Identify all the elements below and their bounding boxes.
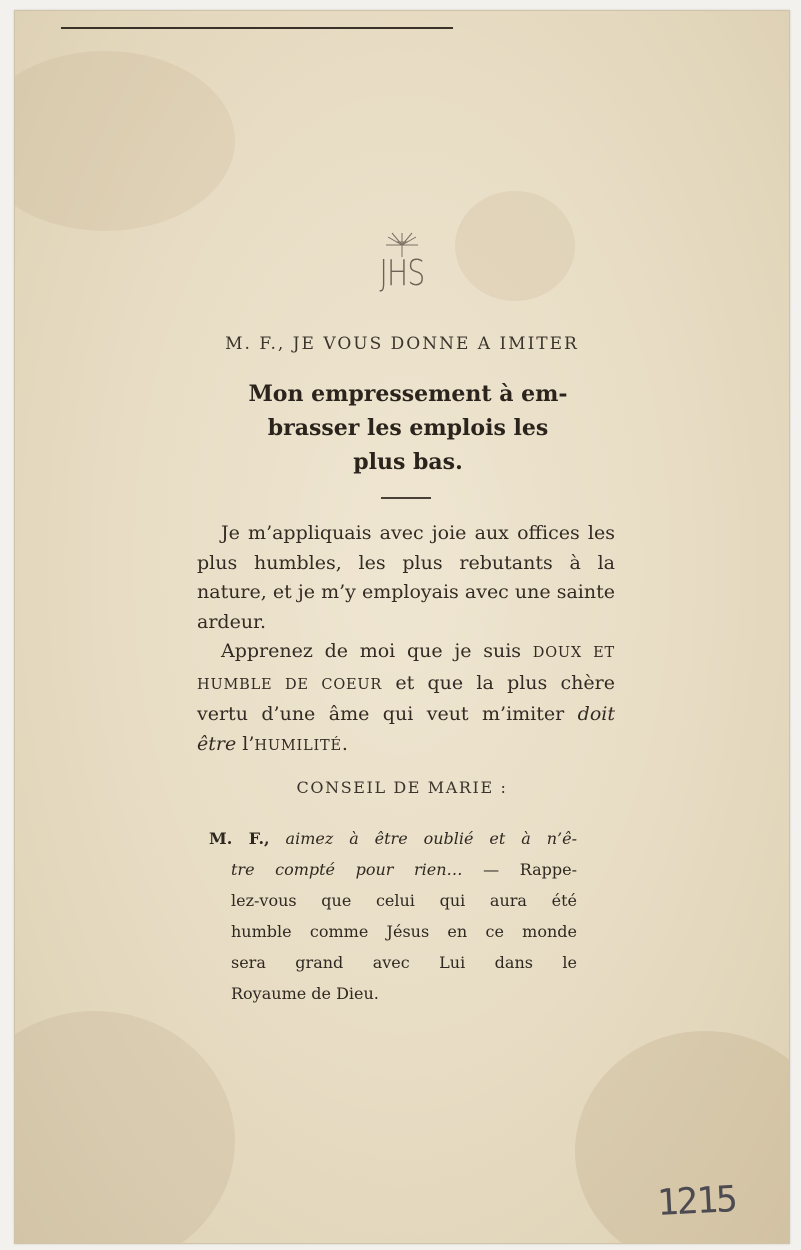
card-heading: M. F., JE VOUS DONNE A IMITER <box>225 334 579 354</box>
paragraph-2 <box>197 637 615 761</box>
text-run: Apprenez de moi que je suis <box>221 640 522 662</box>
paper-stain <box>14 51 235 231</box>
devotional-card <box>14 10 790 1244</box>
card-title <box>193 377 623 479</box>
text-run: — Rappe- <box>462 860 578 879</box>
bold-run: M. F., <box>209 829 270 848</box>
small-caps-run: HUMILITÉ <box>254 737 342 754</box>
counsel-line: Royaume de Dieu. <box>231 984 379 1003</box>
counsel-line <box>209 823 577 854</box>
counsel-text <box>209 823 578 1009</box>
italic-run: tre compté pour rien… <box>231 860 463 879</box>
title-line: Mon empressement à em- <box>248 381 568 407</box>
top-rule <box>61 27 453 29</box>
archive-number: 1215 <box>655 1178 737 1225</box>
divider <box>381 497 431 499</box>
ihs-monogram <box>15 231 789 294</box>
italic-run: aimez à être oublié et à n’ê- <box>285 829 577 848</box>
conseil-heading: CONSEIL DE MARIE : <box>296 778 508 797</box>
counsel-line <box>231 854 577 885</box>
title-line: plus bas. <box>353 449 463 475</box>
text-run: . <box>341 732 348 755</box>
title-line: brasser les emplois les <box>267 415 549 441</box>
counsel-line: humble comme Jésus en ce monde <box>231 922 577 941</box>
text-run: l’ <box>242 732 255 755</box>
body-text <box>197 519 615 761</box>
counsel-line: lez-vous que celui qui aura été <box>231 891 577 910</box>
paragraph-1: Je m’appliquais avec joie aux offices les plus humbles, les plus rebutants à la nature, et je m’y employais avec une sainte ardeur. <box>197 522 615 633</box>
italic-run: doit être <box>197 703 615 755</box>
paper-stain <box>14 1011 235 1244</box>
monogram-text: JHS <box>379 253 425 294</box>
text-run: et que la plus chère vertu d’une âme qui veut m’imiter <box>197 671 615 725</box>
small-caps-run: DOUX ET HUMBLE DE COEUR <box>197 645 615 693</box>
counsel-line: sera grand avec Lui dans le <box>231 953 577 972</box>
